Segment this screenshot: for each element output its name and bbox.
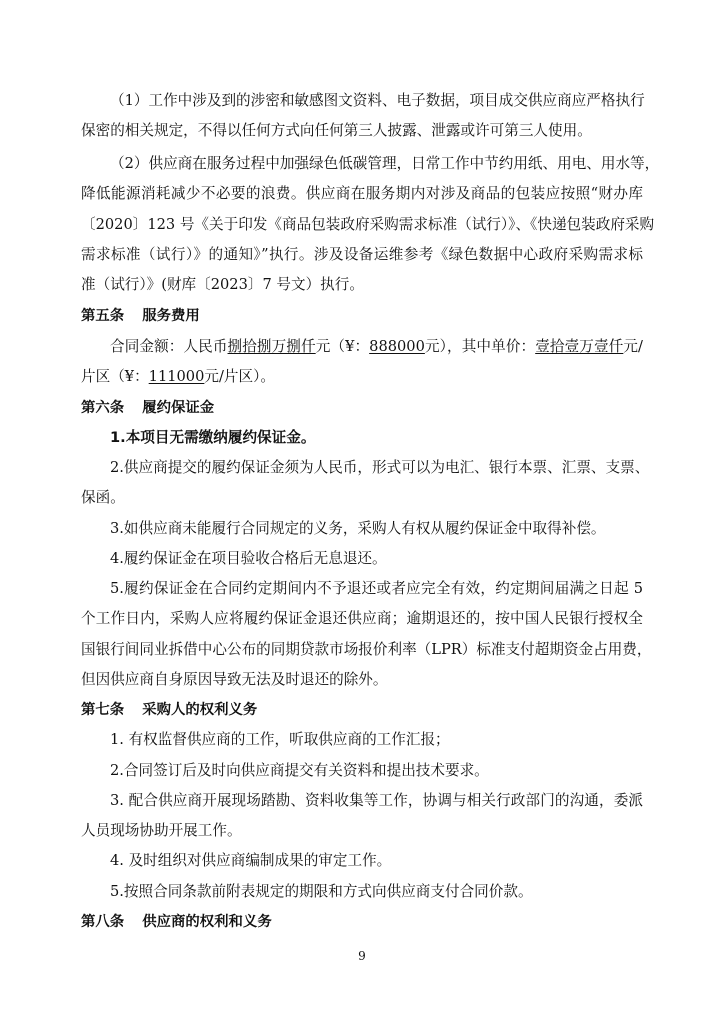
- section-heading-supplier-rights: [81, 912, 643, 932]
- section-heading-fees: [81, 306, 643, 326]
- section-title: 采购人的权利义务: [142, 702, 258, 718]
- bond-item-5-line: 国银行间同业拆借中心公布的同期贷款市场报价利率（LPR）标准支付超期资金占用费，: [81, 641, 652, 658]
- amount-in-words: 捌拾捌万捌仟: [227, 338, 316, 355]
- section-title: 履约保证金: [142, 400, 215, 416]
- unit-price-line: 片区（¥：111000元/片区）。: [81, 368, 275, 385]
- contract-amount-line: 合同金额：人民币捌拾捌万捌仟元（¥：888000元），其中单价：壹拾壹万壹仟元/: [110, 338, 643, 355]
- paragraph-green-line: 准（试行）》(财库〔2023〕7 号文）执行。: [81, 276, 364, 293]
- purchaser-item-3-line: 3. 配合供应商开展现场踏勘、资料收集等工作，协调与相关行政部门的沟通，委派: [110, 792, 643, 809]
- paragraph-green-line: 降低能源消耗减少不必要的浪费。供应商在服务期内对涉及商品的包装应按照“财办库: [81, 185, 643, 202]
- paragraph-green-line: 〔2020〕123 号《关于印发《商品包装政府采购需求标准（试行）》、《快递包装政府采购: [81, 216, 655, 233]
- purchaser-item-2: 2.合同签订后及时向供应商提交有关资料和提出技术要求。: [110, 762, 489, 779]
- unit-price-in-numbers: 111000: [148, 368, 205, 385]
- section-heading-performance-bond: [81, 398, 643, 418]
- section-heading-purchaser-rights: [81, 700, 643, 720]
- purchaser-item-4: 4. 及时组织对供应商编制成果的审定工作。: [110, 852, 392, 869]
- section-number: 第六条: [81, 400, 125, 416]
- section-number: 第五条: [81, 308, 125, 324]
- section-number: 第七条: [81, 702, 125, 718]
- section-title: 供应商的权利和义务: [142, 914, 272, 930]
- paragraph-confidentiality-line: 保密的相关规定，不得以任何方式向任何第三人披露、泄露或许可第三人使用。: [81, 122, 592, 139]
- paragraph-green-line: 需求标准（试行）》的通知》”执行。涉及设备运维参考《绿色数据中心政府采购需求标: [81, 246, 643, 263]
- amount-in-numbers: 888000: [369, 338, 425, 355]
- bond-item-4: 4.履约保证金在项目验收合格后无息退还。: [110, 550, 387, 567]
- section-number: 第八条: [81, 914, 125, 930]
- paragraph-green-line: （2）供应商在服务过程中加强绿色低碳管理，日常工作中节约用纸、用电、用水等，: [110, 155, 660, 172]
- bond-item-2-line: 2.供应商提交的履约保证金须为人民币，形式可以为电汇、银行本票、汇票、支票、: [110, 459, 650, 476]
- bond-item-5-line: 5.履约保证金在合同约定期间内不予退还或者应完全有效，约定期间届满之日起 5: [110, 580, 643, 597]
- purchaser-item-5: 5.按照合同条款前附表规定的期限和方式向供应商支付合同价款。: [110, 883, 533, 900]
- paragraph-confidentiality-line: （1）工作中涉及到的涉密和敏感图文资料、电子数据，项目成交供应商应严格执行: [110, 92, 645, 109]
- bond-item-2-line: 保函。: [81, 489, 125, 506]
- bond-item-1: 1.本项目无需缴纳履约保证金。: [110, 429, 316, 446]
- purchaser-item-1: 1. 有权监督供应商的工作，听取供应商的工作汇报；: [110, 731, 450, 748]
- bond-item-5-line: 但因供应商自身原因导致无法及时退还的除外。: [81, 671, 388, 688]
- unit-price-in-words: 壹拾壹万壹仟: [535, 338, 624, 355]
- page-number: 9: [358, 949, 366, 963]
- purchaser-item-3-line: 人员现场协助开展工作。: [81, 822, 242, 839]
- section-title: 服务费用: [142, 308, 200, 324]
- bond-item-5-line: 个工作日内，采购人应将履约保证金退还供应商；逾期退还的，按中国人民银行授权全: [81, 610, 643, 627]
- bond-item-3: 3.如供应商未能履行合同规定的义务，采购人有权从履约保证金中取得补偿。: [110, 520, 606, 537]
